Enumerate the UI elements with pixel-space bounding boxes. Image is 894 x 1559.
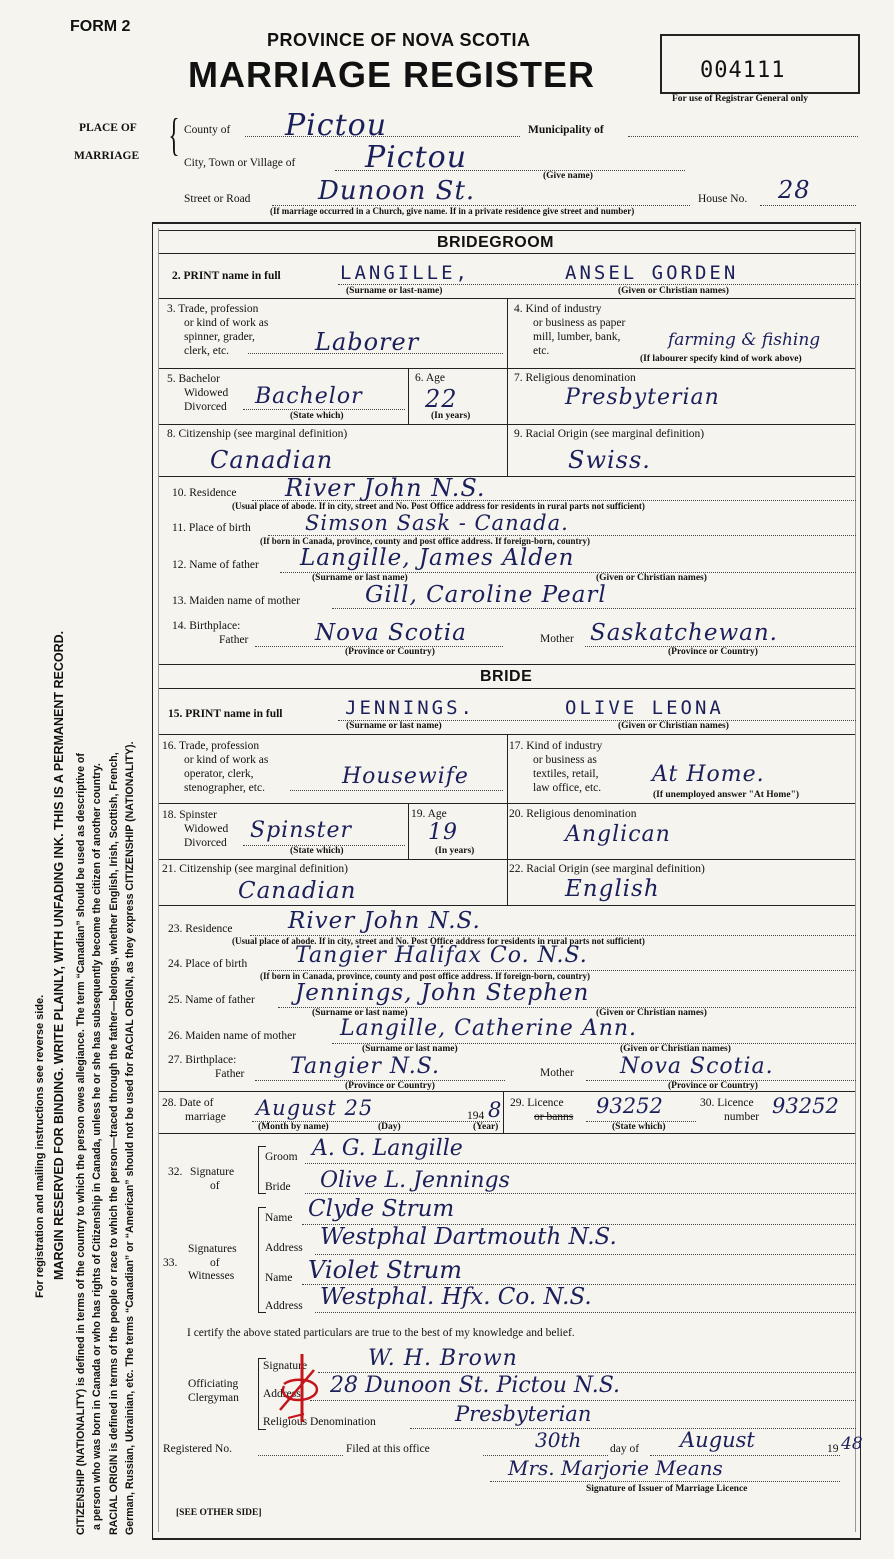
issuer-signature: Mrs. Marjorie Means (508, 1456, 723, 1480)
bride-parents-birthplace-label (168, 1053, 244, 1081)
groom-industry-label-2: or business as paper (533, 317, 626, 329)
groom-religion-label: 7. Religious denomination (514, 372, 636, 384)
groom-birthplace-value: Simson Sask - Canada. (305, 511, 569, 535)
filed-year: 48 (841, 1434, 863, 1454)
groom-name-label (172, 270, 281, 282)
bride-religion-label: 20. Religious denomination (509, 808, 637, 820)
margin-racial-line1: RACIAL ORIGIN is defined in terms of the people or race to which the person—traced through the father—belongs, whether English, Irish, Scottish, French, (108, 752, 120, 1535)
groom-trade-label-3: spinner, grader, (184, 331, 255, 343)
clergy-signature: W. H. Brown (368, 1346, 518, 1371)
groom-signature: A. G. Langille (312, 1136, 463, 1161)
groom-religion-value: Presbyterian (565, 385, 720, 410)
street-label: Street or Road (184, 193, 251, 205)
house-value: 28 (778, 176, 811, 204)
margin-binding-notice: MARGIN RESERVED FOR BINDING. WRITE PLAINLY, WITH UNFADING INK. THIS IS A PERMANENT RECORD. (52, 630, 66, 1280)
bride-status-label-2: Widowed (184, 823, 229, 835)
groom-status-value: Bachelor (255, 384, 363, 409)
bride-top-rule (159, 664, 855, 665)
marriage-label: MARRIAGE (74, 150, 140, 162)
groom-trade-label-1: 3. Trade, profession (167, 303, 259, 315)
groom-citizenship-label: 8. Citizenship (see marginal definition) (167, 428, 348, 440)
city-label: City, Town or Village of (184, 157, 296, 169)
bride-industry-label (509, 739, 602, 795)
clergyman-label-2: Clergyman (188, 1392, 239, 1404)
groom-industry-label-1: 4. Kind of industry (514, 303, 602, 315)
bride-age-caption: (In years) (435, 846, 475, 856)
licence-number-value: 93252 (772, 1094, 839, 1118)
clergy-address: 28 Dunoon St. Pictou N.S. (330, 1373, 621, 1398)
form-number: FORM 2 (70, 18, 131, 35)
signature-32-number: 32. (168, 1166, 183, 1178)
county-value: Pictou (285, 108, 388, 143)
register-number: 004111 (700, 58, 786, 83)
street-value: Dunoon St. (318, 176, 476, 206)
street-note: (If marriage occurred in a Church, give name. If in a private residence give street and number) (270, 206, 635, 216)
groom-given-caption: (Given or Christian names) (618, 286, 729, 296)
groom-birthplace-note: (If born in Canada, province, county and post office address. If foreign-born, country) (260, 536, 591, 546)
marriage-day-caption: (Day) (378, 1122, 401, 1132)
groom-industry-value: farming & fishing (668, 330, 821, 350)
witnesses-label-1: Signatures (188, 1243, 237, 1255)
filed-day: 30th (535, 1428, 582, 1452)
licence-or-banns-label-2: or banns (534, 1111, 574, 1123)
bride-industry-label-2: or business as (533, 754, 597, 766)
groom-residence-note: (Usual place of abode. If in city, street and No. Post Office address for residents in rural parts not sufficient) (232, 501, 645, 511)
groom-name-label-text: 2. PRINT name in full (172, 270, 281, 282)
rule-21-22-divider (507, 859, 508, 905)
rule-18-19-divider (408, 803, 409, 859)
marriage-year-prefix: 194 (467, 1110, 485, 1122)
bride-surname-caption: (Surname or last name) (346, 721, 442, 731)
clergy-signature-label: Signature (263, 1360, 308, 1372)
issuer-signature-line (490, 1481, 840, 1482)
bride-heading-rule (159, 688, 855, 689)
groom-age-value: 22 (425, 385, 458, 413)
groom-status-label-3: Divorced (184, 401, 227, 413)
groom-industry-label (514, 302, 625, 358)
groom-parents-birthplace-label-1: 14. Birthplace: (172, 620, 241, 632)
bride-status-value: Spinster (250, 818, 353, 843)
bride-age-label: 19. Age (411, 808, 447, 820)
bride-birthplace-value: Tangier Halifax Co. N.S. (295, 943, 588, 968)
bride-racial-origin-value: English (565, 876, 660, 902)
groom-signature-label: Groom (265, 1151, 298, 1163)
groom-age-label: 6. Age (415, 372, 446, 384)
bride-birthplace-note: (If born in Canada, province, county and post office address. If foreign-born, country) (260, 971, 591, 981)
house-line (760, 205, 856, 206)
frame-top-line (152, 222, 861, 224)
groom-status-label (167, 372, 228, 414)
place-of-label: PLACE OF (79, 122, 137, 134)
groom-father-given-caption: (Given or Christian names) (596, 573, 707, 583)
marriage-year-caption: (Year) (473, 1122, 499, 1132)
bride-given-names: OLIVE LEONA (565, 697, 724, 719)
rule-21 (159, 905, 855, 906)
marriage-year-digit: 8 (488, 1098, 503, 1122)
certification-statement: I certify the above stated particulars are true to the best of my knowledge and belief. (187, 1327, 575, 1339)
bride-industry-value: At Home. (652, 762, 765, 787)
groom-trade-label-4: clerk, etc. (184, 345, 230, 357)
bride-signature: Olive L. Jennings (320, 1168, 510, 1193)
licence-number-label-1: 30. Licence (700, 1097, 754, 1109)
licence-number-label (700, 1096, 759, 1124)
licence-or-banns-value: 93252 (596, 1094, 663, 1118)
bride-father-surname-caption: (Surname or last name) (312, 1008, 408, 1018)
groom-racial-origin-value: Swiss. (568, 446, 651, 474)
marriage-date-label-2: marriage (185, 1111, 226, 1123)
bride-trade-label-1: 16. Trade, profession (162, 740, 260, 752)
witness1-name: Clyde Strum (308, 1196, 455, 1222)
bridegroom-top-rule (159, 230, 855, 231)
groom-father-label: 12. Name of father (172, 559, 259, 571)
bride-mother-birthplace-label: Mother (540, 1067, 574, 1079)
bride-parents-birthplace-label-2: Father (215, 1068, 245, 1080)
groom-mother-birthplace-caption: (Province or Country) (668, 647, 758, 657)
give-name-caption: (Give name) (543, 171, 593, 181)
witness1-address-line (315, 1254, 856, 1255)
groom-trade-label-2: or kind of work as (184, 317, 269, 329)
groom-mother-birthplace: Saskatchewan. (590, 620, 778, 646)
province-title: PROVINCE OF NOVA SCOTIA (267, 30, 531, 50)
licence-number-label-2: number (724, 1111, 760, 1123)
clergy-denomination-line (410, 1428, 856, 1429)
marriage-month-caption: (Month by name) (258, 1122, 329, 1132)
margin-instructions: For registration and mailing instructions see reverse side. (34, 994, 46, 1298)
groom-age-caption: (In years) (431, 411, 471, 421)
groom-signature-line (305, 1163, 856, 1164)
clergy-address-label: Address (263, 1388, 301, 1400)
issuer-signature-caption: Signature of Issuer of Marriage Licence (586, 1484, 748, 1494)
bride-mother-label: 26. Maiden name of mother (168, 1030, 297, 1042)
witness1-address-label: Address (265, 1242, 303, 1254)
bride-mother-given-caption: (Given or Christian names) (620, 1044, 731, 1054)
margin-citizenship-line1: CITIZENSHIP (NATIONALITY) is defined in terms of the country to which the person owes allegiance. The term “Canadian” should be used as descriptive of (75, 753, 87, 1535)
clergy-denomination: Presbyterian (455, 1402, 592, 1426)
bride-mother-birthplace: Nova Scotia. (620, 1054, 774, 1079)
groom-mother-label: 13. Maiden name of mother (172, 595, 301, 607)
groom-industry-label-4: etc. (533, 345, 550, 357)
filed-month: August (680, 1428, 755, 1452)
marriage-date-label (162, 1096, 226, 1124)
bride-citizenship-label: 21. Citizenship (see marginal definition) (162, 863, 348, 875)
witness2-address-label: Address (265, 1300, 303, 1312)
rule-6-7-divider (507, 368, 508, 424)
bride-status-caption: (State which) (290, 846, 344, 856)
bride-father-label: 25. Name of father (168, 994, 255, 1006)
groom-trade-label (167, 302, 268, 358)
groom-status-line (243, 409, 405, 410)
bride-mother-value: Langille, Catherine Ann. (340, 1016, 638, 1041)
clergyman-label-1: Officiating (188, 1378, 239, 1390)
groom-surname-caption: (Surname or last-name) (346, 286, 443, 296)
bride-birthplace-label: 24. Place of birth (168, 958, 248, 970)
groom-residence-value: River John N.S. (285, 474, 486, 502)
witness2-name: Violet Strum (308, 1256, 462, 1284)
day-of-label: day of (610, 1443, 640, 1455)
bride-citizenship-value: Canadian (238, 878, 357, 904)
bride-industry-label-3: textiles, retail, (533, 768, 599, 780)
registered-number-label: Registered No. (163, 1443, 232, 1455)
rule-8-9-divider (507, 424, 508, 476)
bride-name-label: 15. PRINT name in full (168, 708, 283, 720)
frame-left-line (152, 222, 153, 1540)
bride-mother-birthplace-caption: (Province or Country) (668, 1081, 758, 1091)
groom-father-birthplace: Nova Scotia (315, 620, 467, 646)
licence-state-caption: (State which) (612, 1122, 666, 1132)
bride-father-birthplace-caption: (Province or Country) (345, 1081, 435, 1091)
groom-mother-value: Gill, Caroline Pearl (365, 582, 607, 608)
witnesses-label-4: Witnesses (188, 1270, 235, 1282)
marriage-month-day: August 25 (256, 1096, 374, 1120)
groom-industry-note: (If labourer specify kind of work above) (640, 354, 802, 364)
groom-trade-value: Laborer (315, 328, 420, 356)
bride-status-label-3: Divorced (184, 837, 227, 849)
bridegroom-heading-rule (159, 253, 855, 254)
groom-father-value: Langille, James Alden (300, 545, 575, 571)
groom-parents-birthplace-label-2: Father (219, 634, 249, 646)
margin-citizenship-line2: a person who was born in Canada or who has rights of Citizenship in Canada, unless he or she has subsequently become the citizen of another country. (91, 763, 103, 1530)
bride-industry-label-4: law office, etc. (533, 782, 602, 794)
see-other-side-note: [SEE OTHER SIDE] (176, 1508, 262, 1518)
bride-age-value: 19 (428, 820, 458, 845)
filed-year-prefix: 19 (827, 1443, 839, 1455)
bride-surname: JENNINGS. (345, 697, 475, 719)
rule-28-29-divider (503, 1091, 504, 1133)
margin-racial-line2: German, Russian, Ukrainian, etc. The terms “Canadian” or “American” should not be used for RACIAL ORIGIN, as they express CITIZENSHIP (NATIONALITY). (124, 741, 136, 1535)
registrar-note: For use of Registrar General only (672, 94, 809, 104)
licence-or-banns-label (510, 1096, 573, 1124)
bride-residence-note: (Usual place of abode. If in city, street and No. Post Office address for residents in rural parts not sufficient) (232, 936, 645, 946)
groom-father-surname-caption: (Surname or last name) (312, 573, 408, 583)
bride-residence-label: 23. Residence (168, 923, 233, 935)
bride-status-label (162, 808, 228, 850)
red-check-mark-icon (274, 1350, 324, 1430)
municipality-label: Municipality of (528, 124, 604, 136)
witnesses-number: 33. (163, 1257, 178, 1269)
groom-surname: LANGILLE, (340, 262, 470, 284)
bride-trade-line (290, 790, 503, 791)
bride-given-caption: (Given or Christian names) (618, 721, 729, 731)
groom-given-names: ANSEL GORDEN (565, 262, 739, 284)
groom-citizenship-value: Canadian (210, 446, 334, 474)
registered-number-line (258, 1455, 343, 1456)
groom-status-label-2: Widowed (184, 387, 229, 399)
bride-father-birthplace: Tangier N.S. (290, 1054, 441, 1079)
county-label: County of (184, 124, 231, 136)
groom-industry-label-3: mill, lumber, bank, (533, 331, 621, 343)
signature-32-label: Signature (190, 1166, 235, 1178)
signature-32-of: of (210, 1180, 220, 1192)
bride-parents-birthplace-label-1: 27. Birthplace: (168, 1054, 237, 1066)
bride-trade-label-3: operator, clerk, (184, 768, 254, 780)
bride-signature-label: Bride (265, 1181, 291, 1193)
clergy-denomination-label: Religious Denomination (263, 1416, 376, 1428)
rule-3-4-divider (507, 298, 508, 368)
bride-racial-origin-label: 22. Racial Origin (see marginal definition) (509, 863, 705, 875)
clergy-address-line (310, 1400, 856, 1401)
groom-mother-line (332, 608, 856, 609)
groom-racial-origin-label: 9. Racial Origin (see marginal definition) (514, 428, 705, 440)
bride-trade-label-4: stenographer, etc. (184, 782, 265, 794)
marriage-date-label-1: 28. Date of (162, 1097, 214, 1109)
rule-27 (159, 1091, 855, 1092)
bride-residence-value: River John N.S. (288, 908, 481, 934)
bride-industry-note: (If unemployed answer "At Home") (653, 790, 800, 800)
rule-19-20-divider (507, 803, 508, 859)
bride-father-given-caption: (Given or Christian names) (596, 1008, 707, 1018)
licence-or-banns-label-1: 29. Licence (510, 1097, 564, 1109)
bride-religion-value: Anglican (565, 822, 671, 847)
frame-bottom-line (152, 1538, 861, 1540)
rule-28 (159, 1133, 855, 1134)
groom-residence-label: 10. Residence (172, 487, 237, 499)
bride-father-value: Jennings, John Stephen (295, 980, 590, 1006)
filed-label: Filed at this office (346, 1443, 430, 1455)
bride-mother-surname-caption: (Surname or last name) (362, 1044, 458, 1054)
bride-status-label-1: 18. Spinster (162, 809, 217, 821)
rule-16-17-divider (507, 734, 508, 804)
groom-birthplace-label: 11. Place of birth (172, 522, 251, 534)
groom-status-label-1: 5. Bachelor (167, 373, 221, 385)
witness2-address-line (315, 1312, 856, 1313)
city-value: Pictou (365, 140, 468, 175)
bride-industry-label-1: 17. Kind of industry (509, 740, 603, 752)
rule-5-6-divider (408, 368, 409, 424)
place-brace: { (168, 109, 180, 160)
bridegroom-heading: BRIDEGROOM (437, 234, 554, 251)
bride-trade-value: Housewife (342, 764, 469, 789)
bride-heading: BRIDE (480, 668, 533, 685)
municipality-line (628, 136, 858, 137)
groom-mother-birthplace-label: Mother (540, 633, 574, 645)
witness1-address: Westphal Dartmouth N.S. (320, 1224, 617, 1250)
house-label: House No. (698, 193, 748, 205)
groom-parents-birthplace-label (172, 619, 248, 647)
frame-inner-right (855, 228, 856, 1532)
rule-8 (159, 476, 855, 477)
bride-trade-label (162, 739, 268, 795)
witness2-address: Westphal. Hfx. Co. N.S. (320, 1284, 592, 1310)
groom-name-line (338, 284, 858, 285)
witnesses-of: of (210, 1257, 220, 1269)
groom-status-caption: (State which) (290, 411, 344, 421)
page-title: MARRIAGE REGISTER (188, 54, 596, 95)
witness2-name-label: Name (265, 1272, 293, 1284)
bride-signature-line (305, 1193, 856, 1194)
groom-father-birthplace-caption: (Province or Country) (345, 647, 435, 657)
bride-trade-label-2: or kind of work as (184, 754, 269, 766)
frame-right-line (860, 222, 861, 1540)
witness1-name-label: Name (265, 1212, 293, 1224)
